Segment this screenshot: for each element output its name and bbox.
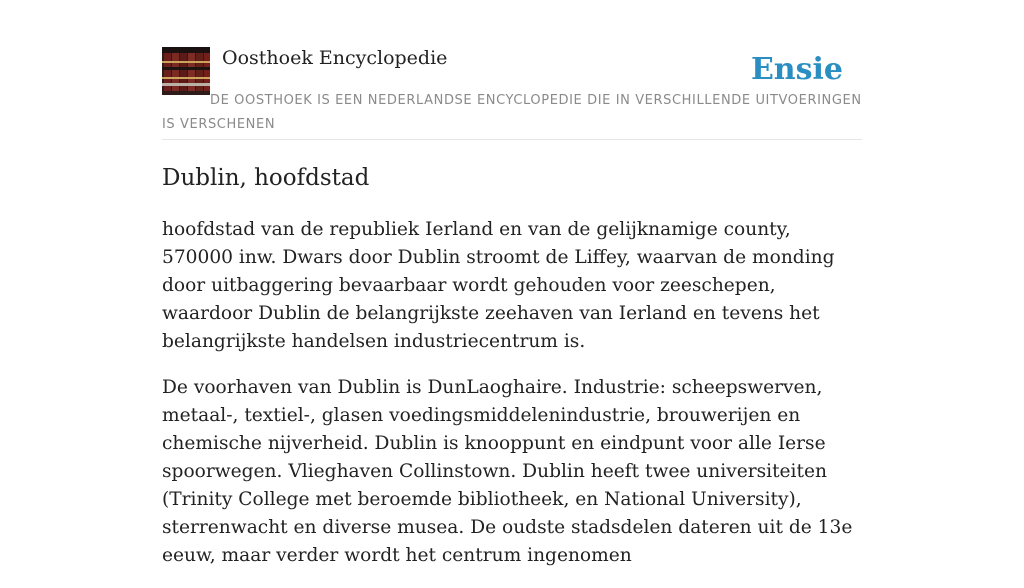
page-title: Dublin, hoofdstad (162, 165, 370, 191)
header-divider (162, 139, 862, 140)
site-name[interactable]: Oosthoek Encyclopedie (222, 47, 448, 69)
site-tagline: DE OOSTHOEK IS EEN NEDERLANDSE ENCYCLOPEDIE DIE IN VERSCHILLENDE UITVOERINGEN IS VERSCHENEN (162, 93, 862, 132)
brand-logo[interactable]: Ensie (750, 52, 843, 87)
avatar[interactable] (162, 47, 210, 95)
article-body (162, 216, 864, 588)
article-paragraph: hoofdstad van de republiek Ierland en van de gelijknamige county, 570000 inw. Dwars door Dublin stroomt de Liffey, waarvan de monding door uitbaggering bevaarbaar wordt gehouden voor zeeschepen, waardoor Dublin de belangrijkste zeehaven van Ierland en tevens het belangrijkste handelsen industriecentrum is. (162, 219, 835, 352)
encyclopedia-books-icon (162, 47, 210, 95)
article-paragraph: De voorhaven van Dublin is DunLaoghaire. Industrie: scheepswerven, metaal-, textiel-, glasen voedingsmiddelenindustrie, brouwerijen en chemische nijverheid. Dublin is knooppunt en eindpunt voor alle Ierse spoorwegen. Vlieghaven Collinstown. Dublin heeft twee universiteiten (Trinity College met beroemde bibliotheek, en National University), sterrenwacht en diverse musea. De oudste stadsdelen dateren uit de 13e eeuw, maar verder wordt het centrum ingenomen (162, 377, 853, 566)
